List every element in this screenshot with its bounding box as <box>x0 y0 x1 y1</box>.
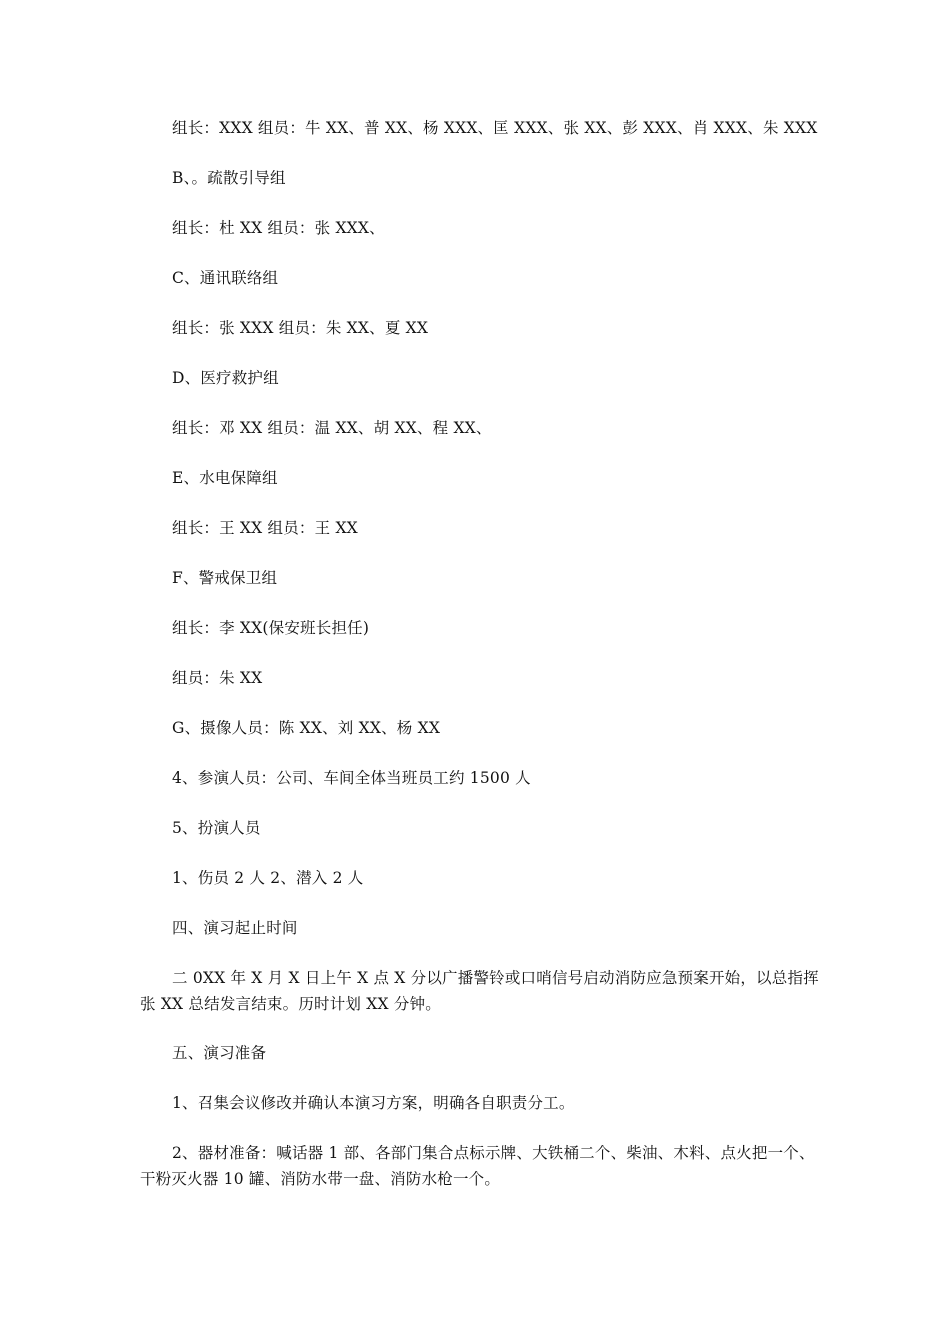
paragraph: 组长：邓 XX 组员：温 XX、胡 XX、程 XX、 <box>172 419 492 437</box>
section-heading: F、警戒保卫组 <box>172 569 278 587</box>
section-heading: C、通讯联络组 <box>172 269 279 287</box>
section-heading: 五、演习准备 <box>172 1044 267 1062</box>
section-heading: B、。疏散引导组 <box>172 169 286 187</box>
section-heading: D、医疗救护组 <box>172 369 279 387</box>
section-heading: 四、演习起止时间 <box>172 919 298 937</box>
section-heading: E、水电保障组 <box>172 469 278 487</box>
paragraph: 5、扮演人员 <box>172 819 261 837</box>
paragraph: 组长：王 XX 组员：王 XX <box>172 519 358 537</box>
paragraph: 组长：杜 XX 组员：张 XXX、 <box>172 219 385 237</box>
paragraph: 组长：XXX 组员：牛 XX、普 XX、杨 XXX、匡 XXX、张 XX、彭 XXX、肖 XXX、朱 XXX <box>172 119 818 137</box>
paragraph: 4、参演人员：公司、车间全体当班员工约 1500 人 <box>172 769 531 787</box>
paragraph: 2、器材准备：喊话器 1 部、各部门集合点标示牌、大铁桶二个、柴油、木料、点火把一个、干粉灭火器 10 罐、消防水带一盘、消防水枪一个。 <box>140 1144 815 1188</box>
paragraph: 二 0XX 年 X 月 X 日上午 X 点 X 分以广播警铃或口哨信号启动消防应急预案开始，以总指挥张 XX 总结发言结束。历时计划 XX 分钟。 <box>140 969 819 1013</box>
paragraph: 组长：李 XX(保安班长担任) <box>172 619 370 637</box>
paragraph: G、摄像人员：陈 XX、刘 XX、杨 XX <box>172 719 441 737</box>
paragraph: 1、召集会议修改并确认本演习方案，明确各自职责分工。 <box>172 1094 575 1112</box>
paragraph: 组员：朱 XX <box>172 669 263 687</box>
paragraph: 1、伤员 2 人 2、潜入 2 人 <box>172 869 364 887</box>
paragraph: 组长：张 XXX 组员：朱 XX、夏 XX <box>172 319 429 337</box>
